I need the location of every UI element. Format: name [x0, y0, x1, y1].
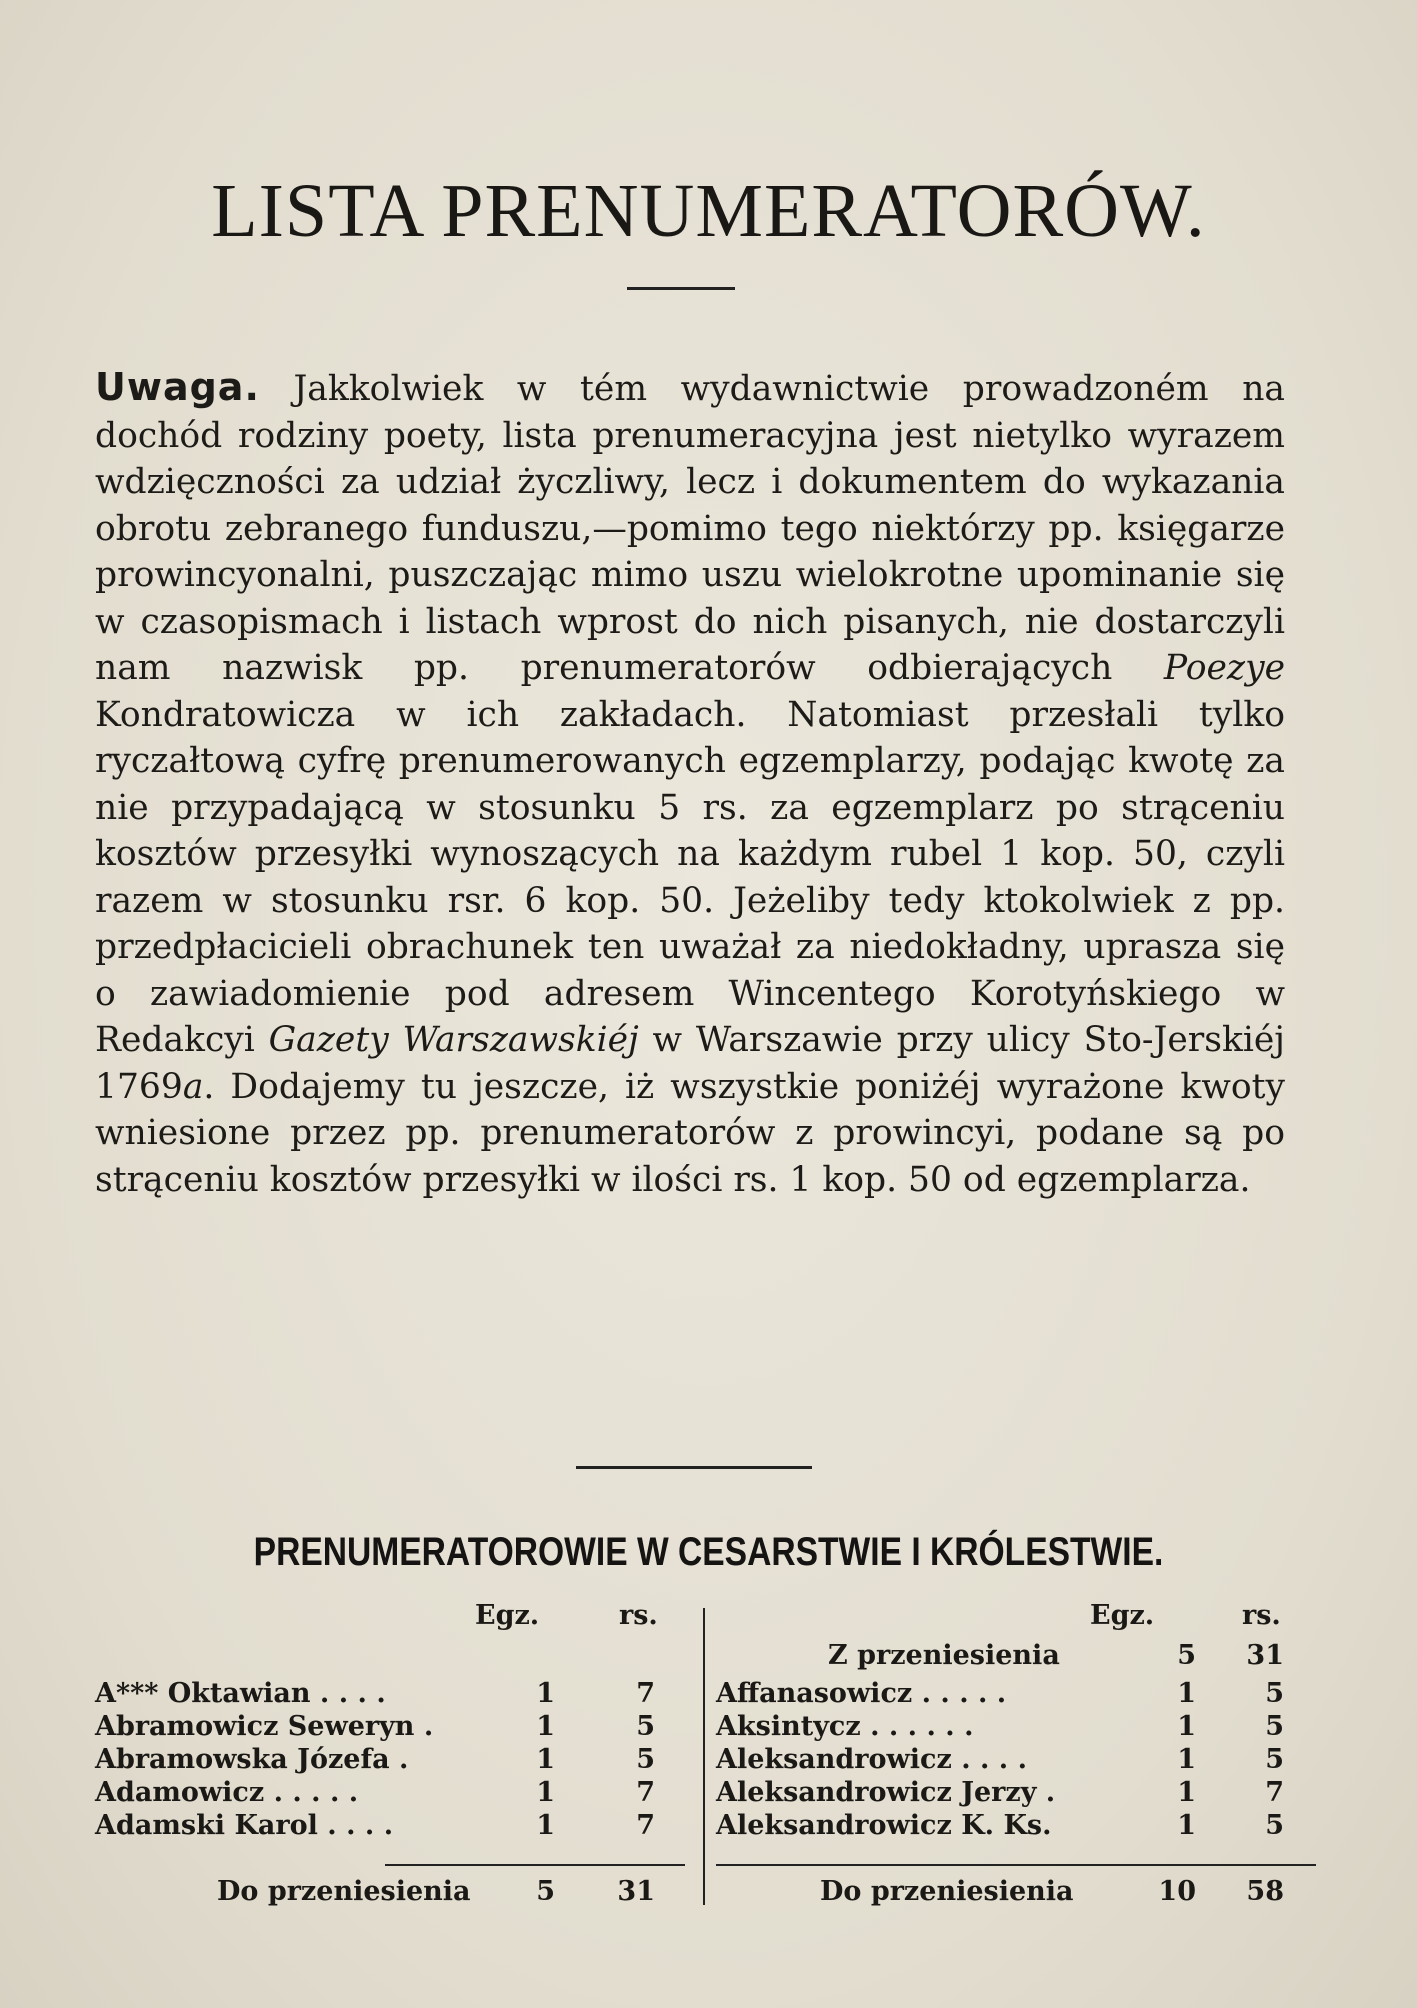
carry-egz: 5: [1177, 1640, 1196, 1671]
subscriber-name: Abramowicz Seweryn .: [95, 1711, 434, 1742]
subscriber-name: Abramowska Józefa .: [95, 1744, 409, 1775]
sum-line: [385, 1864, 685, 1866]
notice-lead: Uwaga.: [95, 365, 260, 409]
subscriber-name: A*** Oktawian . . . .: [95, 1678, 386, 1709]
carry-label: Z przeniesienia: [828, 1640, 1060, 1671]
section-title: PRENUMERATOROWIE W CESARSTWIE I KRÓLESTWIE.: [253, 1530, 1164, 1574]
subscriber-rs: 7: [1265, 1777, 1284, 1808]
header-egz: Egz.: [475, 1600, 540, 1631]
subscriber-egz: 1: [536, 1810, 555, 1841]
notice-italic-2: Gazety Warszawskiéj: [268, 1020, 639, 1060]
notice-italic-1: Poezye: [1163, 648, 1285, 688]
subscriber-rs: 7: [636, 1678, 655, 1709]
subscriber-name: Adamowicz . . . . .: [95, 1777, 359, 1808]
page-title: LISTA PRENUMERATORÓW.: [211, 169, 1206, 253]
notice-text-4: . Dodajemy tu jeszcze, iż wszystkie poniżéj wyrażone kwoty wniesione przez pp. prenumeratorów z prowincyi, podane są po strąceniu kosztów przesyłki w ilości rs. 1 kop. 50 od egzemplarza.: [95, 1066, 1285, 1200]
subscriber-egz: 1: [1177, 1711, 1196, 1742]
total-rs: 58: [1246, 1876, 1284, 1907]
column-divider: [703, 1608, 705, 1905]
notice-text-2: Kondratowicza w ich zakładach. Natomiast przesłali tylko ryczałtową cyfrę prenumerowanych egzemplarzy, podając kwotę za nie przypadającą w stosunku 5 rs. za egzemplarz po strąceniu kosztów przesyłki wynoszących na każdym rubel 1 kop. 50, czyli razem w stosunku rsr. 6 kop. 50. Jeżeliby tedy ktokolwiek z pp. przedpłacicieli obrachunek ten uważał za niedokładny, uprasza się o zawiadomienie pod adresem Wincentego Korotyńskiego w Redakcyi: [95, 694, 1285, 1060]
total-rs: 31: [617, 1876, 655, 1907]
subscriber-egz: 1: [536, 1744, 555, 1775]
subscriber-egz: 1: [1177, 1678, 1196, 1709]
subscriber-name: Affanasowicz . . . . .: [716, 1678, 1007, 1709]
total-label: Do przeniesienia: [217, 1876, 471, 1907]
header-egz: Egz.: [1090, 1600, 1155, 1631]
title-rule: [627, 287, 735, 290]
notice-text-3: w Warszawie przy ulicy Sto-Jerskiéj 1769: [95, 1020, 1285, 1107]
header-rs: rs.: [619, 1600, 658, 1631]
subscriber-rs: 5: [1265, 1744, 1284, 1775]
header-rs: rs.: [1242, 1600, 1281, 1631]
subscriber-rs: 5: [636, 1744, 655, 1775]
subscriber-name: Aleksandrowicz Jerzy .: [716, 1777, 1056, 1808]
sum-line: [716, 1864, 1316, 1866]
notice-italic-3: a: [182, 1066, 204, 1107]
subscriber-rs: 5: [1265, 1711, 1284, 1742]
subscriber-name: Adamski Karol . . . .: [95, 1810, 394, 1841]
total-egz: 5: [536, 1876, 555, 1907]
notice-text-1: Jakkolwiek w tém wydawnictwie prowadzoném na dochód rodziny poety, lista prenumeracyjna jest nietylko wyrazem wdzięczności za udział życzliwy, lecz i dokumentem do wykazania obrotu zebranego funduszu,—pomimo tego niektórzy pp. księgarze prowincyonalni, puszczając mimo uszu wielokrotne upominanie się w czasopismach i listach wprost do nich pisanych, nie dostarczyli nam nazwisk pp. prenumeratorów odbierających: [95, 369, 1285, 688]
ledger-right: [716, 1600, 1346, 1907]
subscriber-rs: 7: [636, 1777, 655, 1808]
subscriber-name: Aleksandrowicz . . . .: [716, 1744, 1028, 1775]
subscriber-egz: 1: [536, 1678, 555, 1709]
subscriber-egz: 1: [536, 1777, 555, 1808]
subscriber-rs: 7: [636, 1810, 655, 1841]
carry-rs: 31: [1246, 1640, 1284, 1671]
subscriber-rs: 5: [636, 1711, 655, 1742]
subscriber-rs: 5: [1265, 1678, 1284, 1709]
subscriber-egz: 1: [536, 1711, 555, 1742]
subscriber-name: Aksintycz . . . . . .: [716, 1711, 974, 1742]
subscriber-egz: 1: [1177, 1744, 1196, 1775]
subscriber-rs: 5: [1265, 1810, 1284, 1841]
total-egz: 10: [1158, 1876, 1196, 1907]
section-rule: [576, 1466, 812, 1469]
total-label: Do przeniesienia: [820, 1876, 1074, 1907]
subscriber-egz: 1: [1177, 1777, 1196, 1808]
notice-paragraph: [95, 364, 1285, 1203]
ledger-left: [95, 1600, 695, 1907]
subscriber-name: Aleksandrowicz K. Ks.: [716, 1810, 1052, 1841]
subscriber-egz: 1: [1177, 1810, 1196, 1841]
